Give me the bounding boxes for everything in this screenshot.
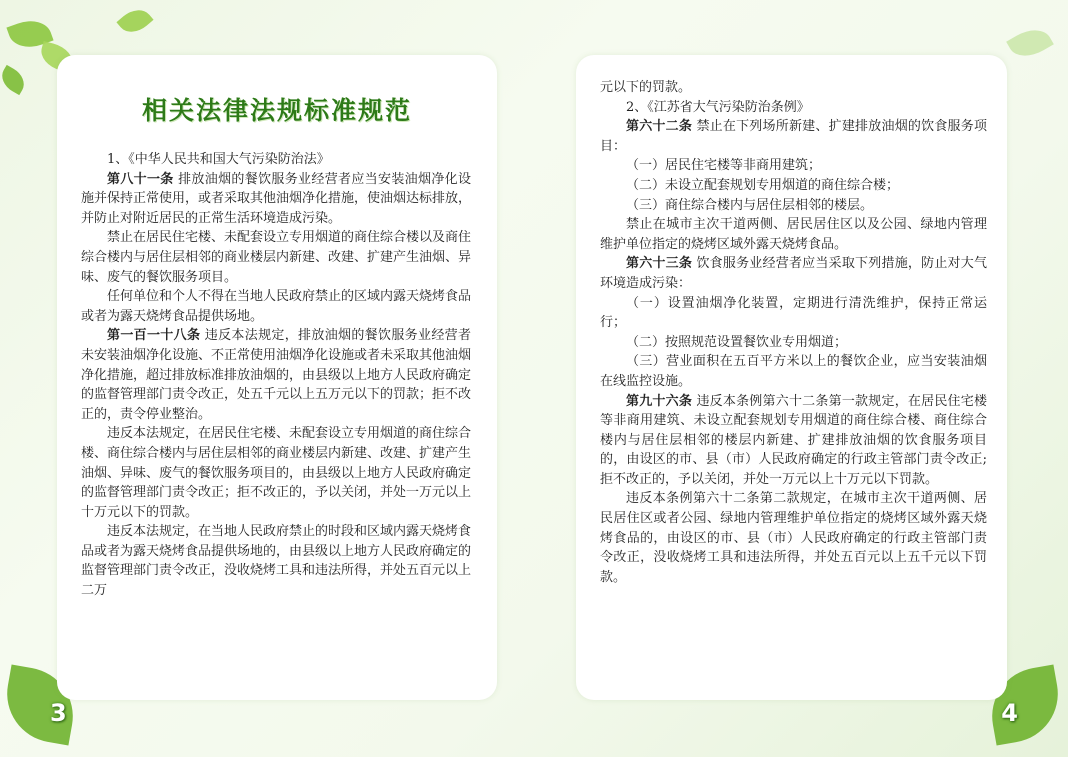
article-118: [81, 326, 471, 424]
article-text: 违反本法规定，排放油烟的餐饮服务业经营者未安装油烟净化设施、不正常使用油烟净化设施或者未采取其他油烟净化措施，超过排放标准排放油烟的，由县级以上地方人民政府确定的监督管理部门责令改正，处五千元以上五万元以下的罚款；拒不改正的，责令停业整治。: [81, 328, 472, 422]
law-heading: 1、《中华人民共和国大气污染防治法》: [107, 152, 330, 167]
list-item: （二）未设立配套规划专用烟道的商住综合楼；: [626, 177, 900, 193]
leaf-decoration-icon: [116, 3, 153, 39]
article-62: [600, 117, 987, 156]
list-item: （三）商住综合楼内与居住层相邻的楼层。: [626, 197, 874, 213]
page-title: 相关法律法规标准规范: [141, 96, 412, 125]
paragraph: 禁止在城市主次干道两侧、居民居住区以及公园、绿地内管理维护单位指定的烧烤区域外露天烧烤食品。: [600, 217, 987, 252]
right-page-text: [600, 78, 987, 587]
continued-text: 元以下的罚款。: [600, 80, 692, 95]
article-label: 第六十三条: [626, 256, 693, 272]
article-96: [600, 392, 987, 490]
page-number-right: 4: [1001, 699, 1018, 727]
article-label: 第六十二条: [626, 119, 693, 135]
article-label: 第一百一十八条: [107, 328, 201, 344]
paragraph: 违反本法规定，在当地人民政府禁止的时段和区域内露天烧烤食品或者为露天烧烤食品提供场地的，由县级以上地方人民政府确定的监督管理部门责令改正，没收烧烤工具和违法所得，并处五百元以上二万: [81, 524, 472, 599]
paragraph: 任何单位和个人不得在当地人民政府禁止的区域内露天烧烤食品或者为露天烧烤食品提供场地。: [81, 289, 472, 324]
article-81: [81, 170, 471, 229]
article-text: 违反本条例第六十二条第一款规定，在居民住宅楼等非商用建筑、未设立配套规划专用烟道的商住综合楼、商住综合楼内与居住层相邻的楼层内新建、扩建排放油烟的饮食服务项目的，由设区的市、县（市）人民政府确定的行政主管部门责令改正;拒不改正的，予以关闭，并处一万元以上十万元以下罚款。: [600, 393, 987, 487]
list-item: （一）设置油烟净化装置，定期进行清洗维护，保持正常运行；: [600, 295, 987, 331]
article-63: [600, 254, 987, 293]
list-item: （三）营业面积在五百平方米以上的餐饮企业，应当安装油烟在线监控设施。: [600, 354, 987, 389]
left-page-text: [81, 150, 471, 601]
article-label: 第八十一条: [107, 171, 174, 187]
law-heading: 2、《江苏省大气污染防治条例》: [626, 99, 810, 115]
list-item: （一）居民住宅楼等非商用建筑；: [626, 158, 822, 174]
article-label: 第九十六条: [626, 393, 693, 409]
paragraph: 违反本条例第六十二条第二款规定，在城市主次干道两侧、居民居住区或者公园、绿地内管理维护单位指定的烧烤区域外露天烧烤食品的，由设区的市、县（市）人民政府确定的行政主管部门责令改正，没收烧烤工具和违法所得，并处五百元以上五千元以下罚款。: [600, 491, 987, 585]
left-page: [57, 55, 497, 700]
page-number-left: 3: [50, 699, 67, 727]
leaf-decoration-icon: [0, 65, 29, 95]
paragraph: 禁止在居民住宅楼、未配套设立专用烟道的商住综合楼以及商住综合楼内与居住层相邻的商业楼层内新建、改建、扩建产生油烟、异味、废气的餐饮服务项目。: [81, 230, 472, 285]
article-text: 禁止在下列场所新建、扩建排放油烟的饮食服务项目：: [600, 119, 987, 154]
article-text: 排放油烟的餐饮服务业经营者应当安装油烟净化设施并保持正常使用，或者采取其他油烟净化措施，使油烟达标排放，并防止对附近居民的正常生活环境造成污染。: [81, 171, 472, 226]
article-text: 饮食服务业经营者应当采取下列措施，防止对大气环境造成污染：: [600, 256, 987, 291]
leaf-decoration-icon: [1006, 22, 1054, 65]
list-item: （二）按照规范设置餐饮业专用烟道；: [626, 334, 848, 350]
right-page: [576, 55, 1007, 700]
paragraph: 违反本法规定，在居民住宅楼、未配套设立专用烟道的商住综合楼、商住综合楼内与居住层相邻的商业楼层内新建、改建、扩建产生油烟、异味、废气的餐饮服务项目的，由县级以上地方人民政府确定的监督管理部门责令改正；拒不改正的，予以关闭，并处一万元以上十万元以下的罚款。: [81, 426, 472, 520]
